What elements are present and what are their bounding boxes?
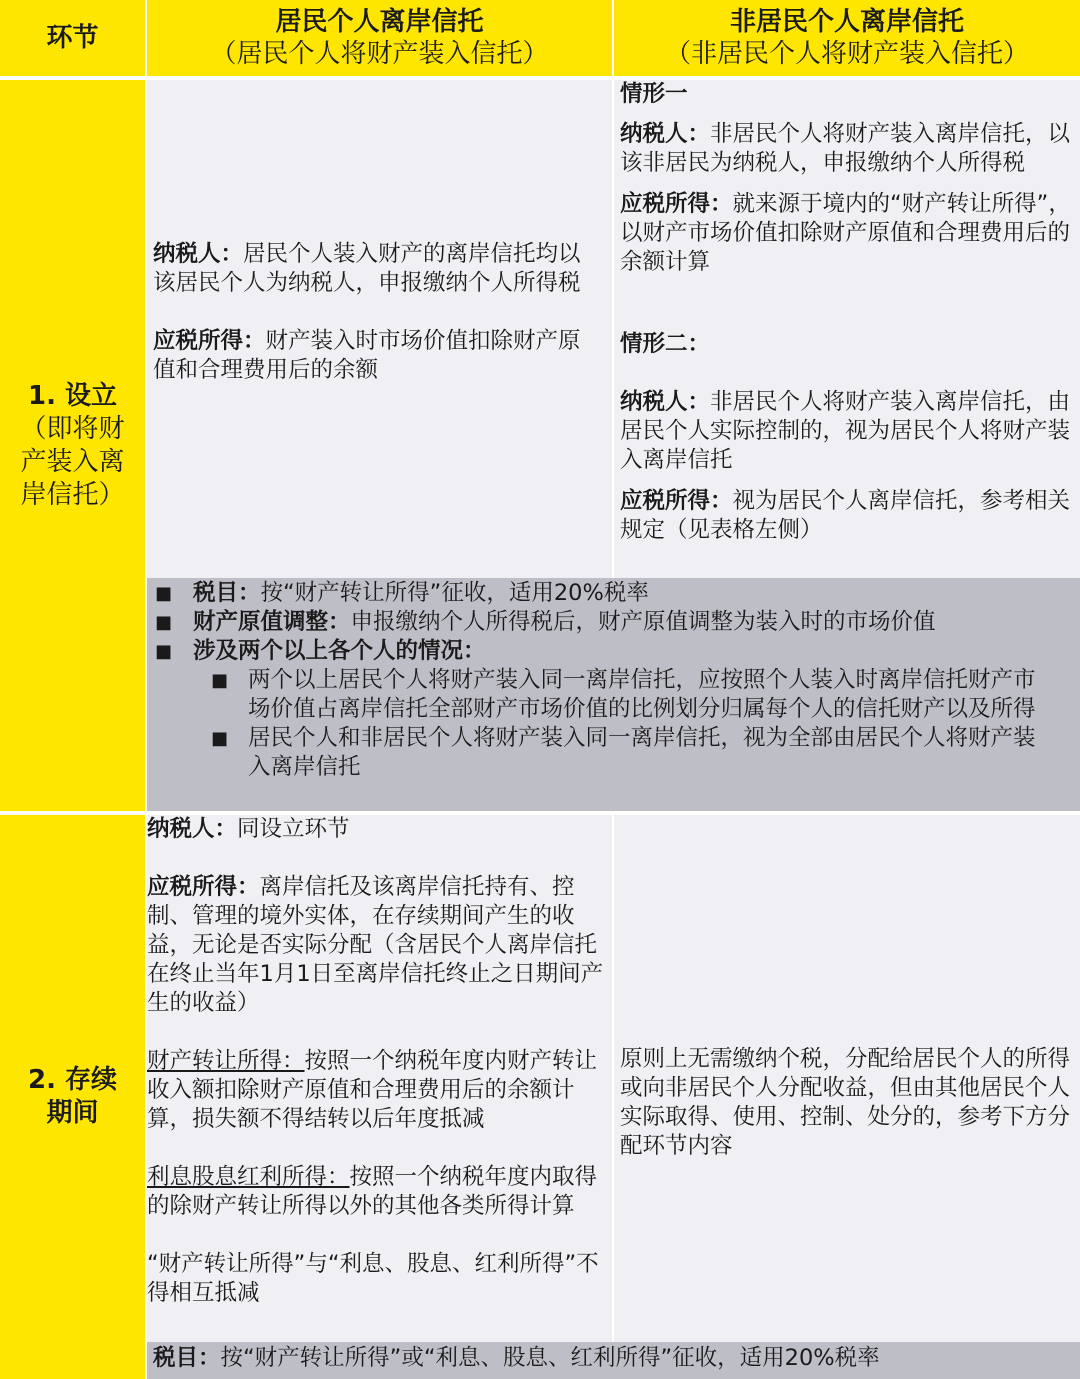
cost-adjust-label: 财产原值调整：: [193, 609, 351, 635]
header-resident-title: 居民个人离岸信托: [275, 7, 484, 37]
holding-nonresident-text: 原则上无需缴纳个税，分配给居民个人的所得或向非居民个人分配收益，但由其他居民个人实际取得、使用、控制、处分的，参考下方分配环节内容: [620, 1046, 1071, 1159]
holding-common-cell: [147, 1342, 1080, 1379]
setup-bullet-tax-item: [153, 579, 1052, 608]
holding-resident-no-offset: “财产转让所得”与“利息、股息、红利所得”不得相互抵减: [147, 1251, 599, 1306]
holding-stage-cell: [0, 815, 145, 1379]
setup-bullet-multiple-persons: [153, 637, 1052, 666]
holding-resident-interest: [147, 1163, 612, 1221]
multiple-persons-label: 涉及两个以上各个人的情况：: [193, 638, 486, 664]
interest-label: 利息股息红利所得：: [147, 1164, 350, 1190]
cost-adjust-text: 申报缴纳个人所得税后，财产原值调整为装入时的市场价值: [350, 609, 936, 635]
holding-resident-taxpayer: [147, 815, 612, 844]
setup-resident-income: [153, 327, 594, 385]
header-stage-cell: [0, 0, 145, 76]
setup-resident-taxpayer: [153, 240, 594, 298]
holding-resident-income: [147, 873, 612, 1018]
subbullet-residents-text: 两个以上居民个人将财产装入同一离岸信托，应按照个人装入时离岸信托财产市场价值占离岸信托全部财产市场价值的比例划分归属每个人的信托财产以及所得: [248, 667, 1036, 722]
income-label: 应税所得：: [153, 328, 266, 354]
case2-taxpayer-label: 纳税人：: [620, 389, 711, 415]
case2-title: 情形二：: [620, 331, 711, 357]
header-resident-subtitle: （居民个人将财产装入信托）: [210, 39, 549, 69]
case2-income-text: 视为居民个人离岸信托，参考相关规定（见表格左侧）: [620, 488, 1071, 543]
interest-text: 按照一个纳税年度内取得的除财产转让所得以外的其他各类所得计算: [147, 1164, 598, 1219]
case1-income-text: 就来源于境内的“财产转让所得”，以财产市场价值扣除财产原值和合理费用后的余额计算: [620, 191, 1071, 275]
holding-resident-transfer: [147, 1047, 612, 1134]
case1-taxpayer: [620, 120, 1074, 178]
header-stage-label: 环节: [46, 23, 99, 53]
case2-income: [620, 487, 1074, 545]
case1-taxpayer-label: 纳税人：: [620, 121, 711, 147]
case2-taxpayer-text: 非居民个人将财产装入离岸信托，由居民个人实际控制的，视为居民个人将财产装入离岸信托: [620, 389, 1071, 473]
subbullet-mixed-text: 居民个人和非居民个人将财产装入同一离岸信托，视为全部由居民个人将财产装入离岸信托: [248, 725, 1036, 780]
tax-item-text: 按“财产转让所得”征收，适用20%税率: [260, 580, 649, 606]
transfer-text: 按照一个纳税年度内财产转让收入额扣除财产原值和合理费用后的余额计算，损失额不得结转以后年度抵减: [147, 1048, 598, 1132]
income-text: 离岸信托及该离岸信托持有、控制、管理的境外实体，在存续期间产生的收益，无论是否实际分配（含居民个人离岸信托在终止当年1月1日至离岸信托终止之日期间产生的收益）: [147, 874, 604, 1016]
setup-stage-desc-3: 岸信托）: [20, 479, 125, 510]
header-nonresident-cell: [614, 0, 1080, 76]
setup-nonresident-cell: [614, 80, 1080, 578]
bullet-square-icon: ■: [155, 612, 173, 633]
bullet-square-icon: ■: [211, 670, 229, 691]
case1-taxpayer-text: 非居民个人将财产装入离岸信托，以该非居民为纳税人，申报缴纳个人所得税: [620, 121, 1071, 176]
setup-stage-desc-2: 产装入离: [20, 446, 125, 477]
header-nonresident-subtitle: （非居民个人将财产装入信托）: [664, 39, 1029, 69]
setup-stage-cell: [0, 80, 145, 811]
case2-income-label: 应税所得：: [620, 488, 733, 514]
bullet-square-icon: ■: [155, 641, 173, 662]
case1-income-label: 应税所得：: [620, 191, 733, 217]
setup-stage-desc-1: （即将财: [20, 413, 125, 444]
setup-common-cell: [147, 578, 1080, 811]
income-label: 应税所得：: [147, 874, 260, 900]
tax-item-label: 税目：: [193, 580, 261, 606]
holding-stage-title-1: 2. 存续: [27, 1065, 118, 1095]
holding-tax-item-label: 税目：: [153, 1345, 221, 1371]
taxpayer-text: 同设立环节: [237, 816, 350, 842]
setup-stage-title: 1. 设立: [27, 380, 118, 411]
bullet-square-icon: ■: [155, 583, 173, 604]
setup-subbullet-residents: [153, 666, 1052, 724]
income-text: 财产装入时市场价值扣除财产原值和合理费用后的余额: [153, 328, 581, 383]
case1-title: 情形一: [620, 81, 688, 107]
taxpayer-label: 纳税人：: [147, 816, 238, 842]
holding-stage-title-2: 期间: [46, 1098, 99, 1128]
holding-tax-item-text: 按“财产转让所得”或“利息、股息、红利所得”征收，适用20%税率: [220, 1345, 880, 1371]
holding-resident-cell: [147, 815, 612, 1342]
header-nonresident-title: 非居民个人离岸信托: [729, 7, 964, 37]
transfer-label: 财产转让所得：: [147, 1048, 305, 1074]
setup-bullet-cost-adjust: [153, 608, 1052, 637]
case2-taxpayer: [620, 388, 1074, 475]
header-resident-cell: [147, 0, 612, 76]
bullet-square-icon: ■: [211, 728, 229, 749]
taxpayer-label: 纳税人：: [153, 241, 244, 267]
holding-nonresident-cell: [614, 815, 1080, 1342]
taxpayer-text: 居民个人装入财产的离岸信托均以该居民个人为纳税人，申报缴纳个人所得税: [153, 241, 581, 296]
setup-resident-cell: [147, 80, 612, 578]
case1-income: [620, 190, 1074, 277]
setup-subbullet-mixed: [153, 724, 1052, 782]
